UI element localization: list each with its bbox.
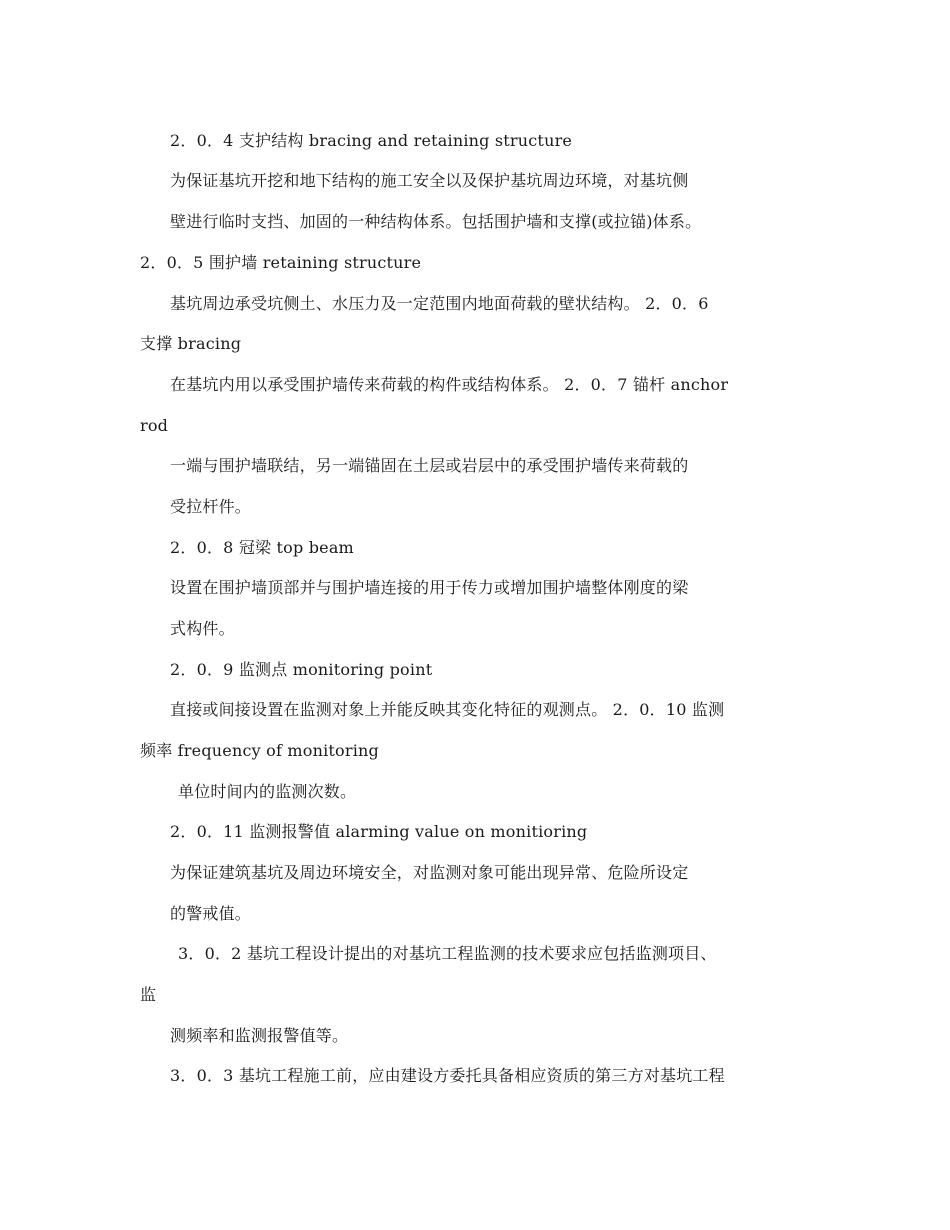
text-line: 直接或间接设置在监测对象上并能反映其变化特征的观测点。 2．0．10 监测 <box>170 700 725 719</box>
text-line: 单位时间内的监测次数。 <box>178 782 357 801</box>
text-line: 受拉杆件。 <box>170 497 252 516</box>
text-line: 频率 frequency of monitoring <box>140 741 379 760</box>
text-line: 为保证基坑开挖和地下结构的施工安全以及保护基坑周边环境，对基坑侧 <box>170 171 689 190</box>
text-line: 2．0．11 监测报警值 alarming value on monitioring <box>170 822 588 841</box>
text-line: 3．0．3 基坑工程施工前，应由建设方委托具备相应资质的第三方对基坑工程 <box>170 1066 725 1085</box>
text-line: 2．0．9 监测点 monitoring point <box>170 660 433 679</box>
text-line: rod <box>140 416 169 435</box>
text-line: 的警戒值。 <box>170 904 252 923</box>
text-line: 式构件。 <box>170 619 235 638</box>
text-line: 在基坑内用以承受围护墙传来荷载的构件或结构体系。 2．0．7 锚杆 anchor <box>170 375 729 394</box>
text-line: 测频率和监测报警值等。 <box>170 1026 349 1045</box>
text-line: 2．0．5 围护墙 retaining structure <box>140 253 422 272</box>
text-line: 支撑 bracing <box>140 334 242 353</box>
text-line: 壁进行临时支挡、加固的一种结构体系。包括围护墙和支撑(或拉锚)体系。 <box>170 212 702 231</box>
text-line: 基坑周边承受坑侧土、水压力及一定范围内地面荷载的壁状结构。 2．0．6 <box>170 294 709 313</box>
text-line: 监 <box>140 985 157 1004</box>
text-line: 2．0．8 冠梁 top beam <box>170 538 354 557</box>
text-line: 2．0．4 支护结构 bracing and retaining structure <box>170 131 573 150</box>
text-line: 3．0．2 基坑工程设计提出的对基坑工程监测的技术要求应包括监测项目、 <box>178 944 717 963</box>
text-line: 为保证建筑基坑及周边环境安全，对监测对象可能出现异常、危险所设定 <box>170 863 689 882</box>
text-line: 一端与围护墙联结，另一端锚固在土层或岩层中的承受围护墙传来荷载的 <box>170 456 689 475</box>
text-line: 设置在围护墙顶部并与围护墙连接的用于传力或增加围护墙整体刚度的梁 <box>170 578 689 597</box>
